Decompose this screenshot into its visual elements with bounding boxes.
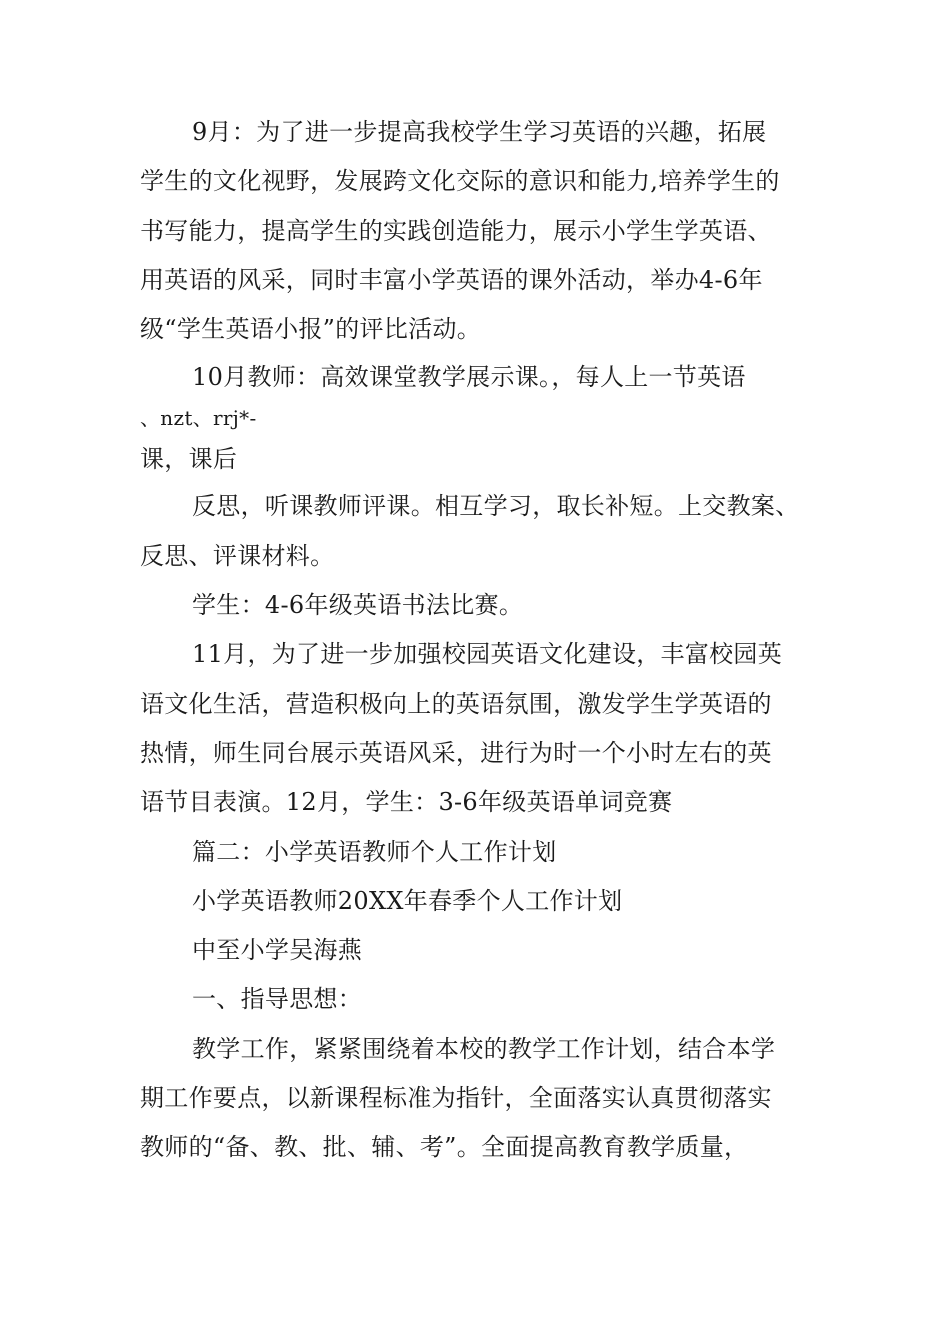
text-line: 反思，听课教师评课。相互学习，取长补短。上交教案、 <box>192 492 800 521</box>
text-line: 课，课后 <box>140 445 238 474</box>
text-line: 用英语的风采，同时丰富小学英语的课外活动，举办4-6年 <box>140 265 763 294</box>
text-line-fragment: 、nzt、rrj*- <box>140 406 257 431</box>
document-body <box>140 108 830 1173</box>
document-title: 小学英语教师20XX年春季个人工作计划 <box>192 886 623 915</box>
text-line: 10月教师：高效课堂教学展示课。，每人上一节英语 <box>192 363 746 392</box>
text-line: 反思、评课材料。 <box>140 541 335 570</box>
text-line: 学生：4-6年级英语书法比赛。 <box>192 591 524 620</box>
text-line: 教师的“备、教、批、辅、考”。全面提高教育教学质量， <box>140 1133 749 1162</box>
section-heading: 篇二：小学英语教师个人工作计划 <box>192 837 557 866</box>
text-line: 热情，师生同台展示英语风采，进行为时一个小时左右的英 <box>140 738 772 767</box>
subsection-heading: 一、指导思想： <box>192 985 363 1014</box>
text-line: 11月，为了进一步加强校园英语文化建设，丰富校园英 <box>192 640 783 669</box>
text-line: 期工作要点，以新课程标准为指针，全面落实认真贯彻落实 <box>140 1084 772 1113</box>
text-line: 语节目表演。12月，学生：3-6年级英语单词竞赛 <box>140 788 673 817</box>
text-line: 语文化生活，营造积极向上的英语氛围，激发学生学英语的 <box>140 689 772 718</box>
text-line: 9月：为了进一步提高我校学生学习英语的兴趣，拓展 <box>192 118 767 146</box>
text-line: 学生的文化视野，发展跨文化交际的意识和能力,培养学生的 <box>140 167 780 196</box>
text-line: 书写能力，提高学生的实践创造能力，展示小学生学英语、 <box>140 216 772 245</box>
text-line: 教学工作，紧紧围绕着本校的教学工作计划，结合本学 <box>192 1034 776 1063</box>
text-line: 级“学生英语小报”的评比活动。 <box>140 315 482 344</box>
author-line: 中至小学吴海燕 <box>192 936 363 965</box>
